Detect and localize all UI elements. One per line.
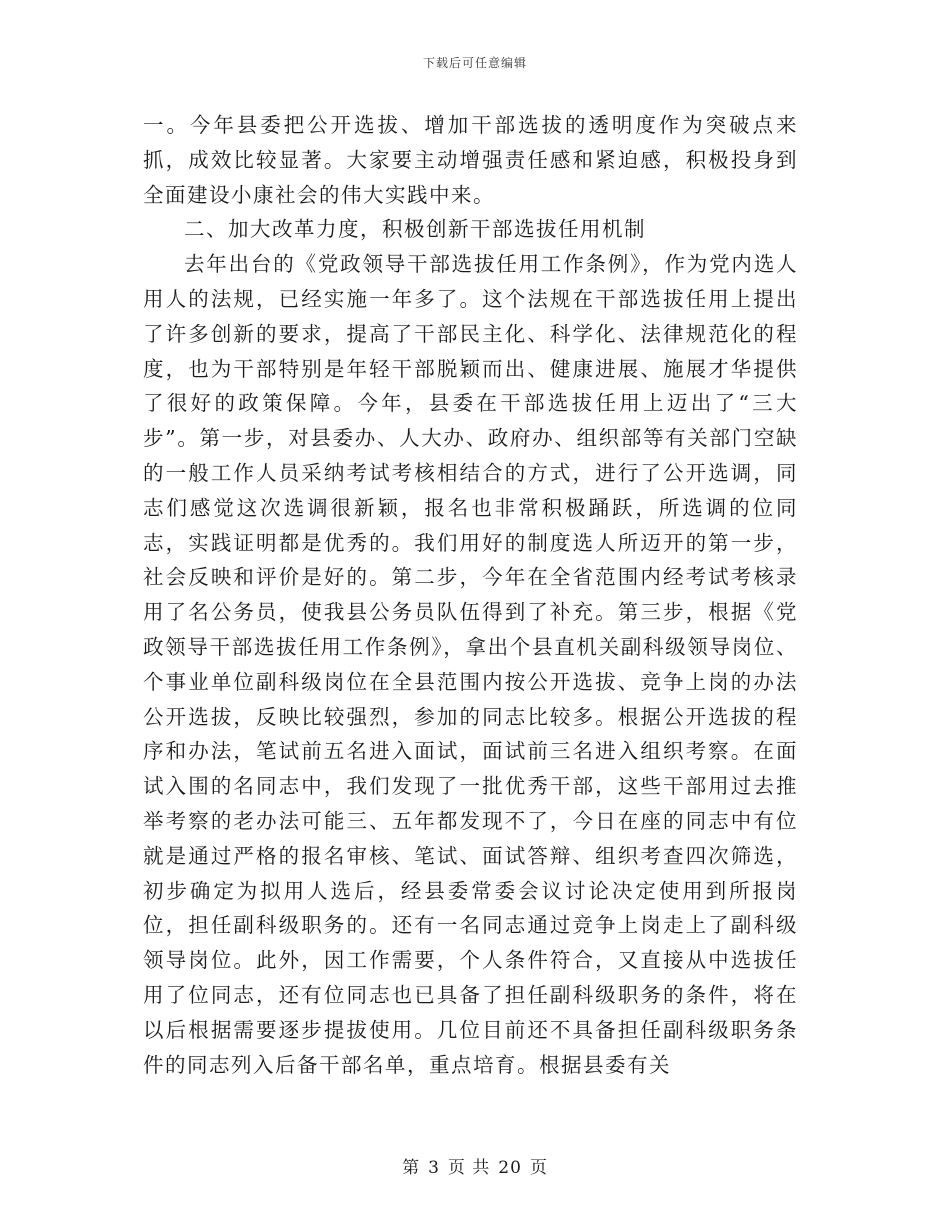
page-header-note: 下载后可任意编辑 (422, 56, 527, 70)
footer-total-pages: 20 (498, 1158, 522, 1178)
footer-middle: 页 共 (447, 1158, 491, 1178)
paragraph-reform-details: 去年出台的《党政领导干部选拔任用工作条例》，作为党内选人用人的法规，已经实施一年多了。这个法规在干部选拔任用上提出了许多创新的要求，提高了干部民主化、科学化、法律规范化的程度，也为干部特别是年轻干部脱颖而出、健康进展、施展才华提供了很好的政策保障。今年，县委在干部选拔任用上迈出了“三大步”。第一步，对县委办、人大办、政府办、组织部等有关部门空缺的一般工作人员采纳考试考核相结合的方式，进行了公开选调，同志们感觉这次选调很新颖，报名也非常积极踊跃，所选调的位同志，实践证明都是优秀的。我们用好的制度选人所迈开的第一步，社会反映和评价是好的。第二步，今年在全省范围内经考试考核录用了名公务员，使我县公务员队伍得到了补充。第三步，根据《党政领导干部选拔任用工作条例》，拿出个县直机关副科级领导岗位、个事业单位副科级岗位在全县范围内按公开选拔、竞争上岗的办法公开选拔，反映比较强烈，参加的同志比较多。根据公开选拔的程序和办法，笔试前五名进入面试，面试前三名进入组织考察。在面试入围的名同志中，我们发现了一批优秀干部，这些干部用过去推举考察的老办法可能三、五年都发现不了，今日在座的同志中有位就是通过严格的报名审核、笔试、面试答辩、组织考查四次筛选，初步确定为拟用人选后，经县委常委会议讨论决定使用到所报岗位，担任副科级职务的。还有一名同志通过竞争上岗走上了副科级领导岗位。此外，因工作需要，个人条件符合，又直接从中选拔任用了位同志，还有位同志也已具备了担任副科级职务的条件，将在以后根据需要逐步提拔使用。几位目前还不具备担任副科级职务条件的同志列入后备干部名单，重点培育。根据县委有关 (143, 252, 798, 1077)
footer-suffix: 页 (529, 1158, 548, 1178)
paragraph-intro-continuation: 一。今年县委把公开选拔、增加干部选拔的透明度作为突破点来抓，成效比较显著。大家要主动增强责任感和紧迫感，积极投身到全面建设小康社会的伟大实践中来。 (143, 113, 798, 207)
footer-current-page: 3 (428, 1158, 440, 1178)
document-body (143, 108, 798, 1082)
section-heading-two: 二、加大改革力度，积极创新干部选拔任用机制 (184, 217, 646, 242)
footer-prefix: 第 (402, 1158, 421, 1178)
page-footer (0, 1153, 950, 1178)
